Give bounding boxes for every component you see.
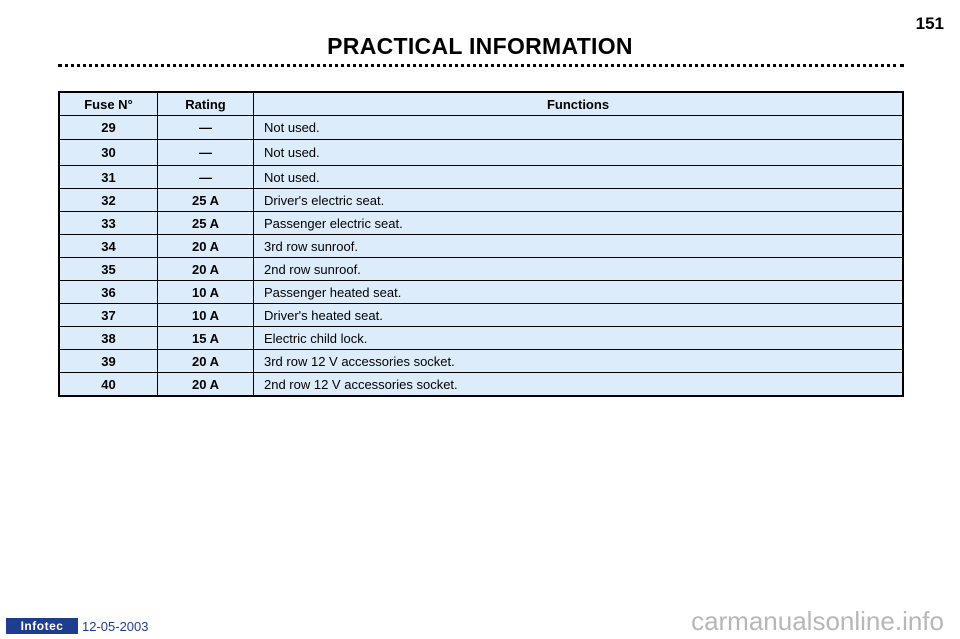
fuse-number-cell: 33 <box>60 212 158 234</box>
table-row <box>60 115 902 139</box>
table-row <box>60 139 902 165</box>
infotec-logo: Infotec <box>6 618 78 634</box>
header-fuse-number: Fuse N° <box>60 93 158 115</box>
function-cell: Not used. <box>264 169 320 185</box>
table-row <box>60 211 902 234</box>
fuse-number-cell: 36 <box>60 281 158 303</box>
page-title: PRACTICAL INFORMATION <box>327 33 633 59</box>
fuse-number-cell: 29 <box>60 116 158 139</box>
rating-cell: — <box>158 166 254 188</box>
watermark: carmanualsonline.info <box>691 606 944 636</box>
function-cell: Not used. <box>264 120 320 135</box>
table-body <box>60 115 902 395</box>
fuse-number-cell: 40 <box>60 373 158 395</box>
function-cell: Passenger heated seat. <box>264 284 402 300</box>
function-cell: Driver's electric seat. <box>264 192 385 208</box>
rating-cell: 15 A <box>158 327 254 349</box>
table-row <box>60 257 902 280</box>
fuse-number-cell: 39 <box>60 350 158 372</box>
fuse-number-cell: 31 <box>60 166 158 188</box>
table-row <box>60 234 902 257</box>
rating-cell: 10 A <box>158 304 254 326</box>
table-header-row <box>60 93 902 115</box>
function-cell: Not used. <box>264 145 320 160</box>
table-row <box>60 303 902 326</box>
table-row <box>60 349 902 372</box>
dotted-divider <box>58 64 904 67</box>
table-row <box>60 326 902 349</box>
fuse-number-cell: 34 <box>60 235 158 257</box>
function-cell: 2nd row sunroof. <box>264 261 361 277</box>
function-cell: 3rd row 12 V accessories socket. <box>264 353 455 369</box>
rating-cell: 20 A <box>158 373 254 395</box>
table-row <box>60 372 902 395</box>
fuse-number-cell: 32 <box>60 189 158 211</box>
page-number: 151 <box>915 14 944 33</box>
rating-cell: — <box>158 116 254 139</box>
header-rating: Rating <box>158 93 254 115</box>
footer-date: 12-05-2003 <box>82 619 149 634</box>
fuse-number-cell: 37 <box>60 304 158 326</box>
header-functions: Functions <box>546 96 610 112</box>
fuse-table <box>58 91 904 397</box>
rating-cell: 20 A <box>158 258 254 280</box>
function-cell: Electric child lock. <box>264 330 368 346</box>
function-cell: Driver's heated seat. <box>264 307 383 323</box>
table-row <box>60 280 902 303</box>
function-cell: 3rd row sunroof. <box>264 238 358 254</box>
fuse-number-cell: 35 <box>60 258 158 280</box>
rating-cell: 10 A <box>158 281 254 303</box>
fuse-number-cell: 30 <box>60 140 158 165</box>
fuse-number-cell: 38 <box>60 327 158 349</box>
function-cell: 2nd row 12 V accessories socket. <box>264 376 458 392</box>
rating-cell: — <box>158 140 254 165</box>
function-cell: Passenger electric seat. <box>264 215 403 231</box>
rating-cell: 25 A <box>158 212 254 234</box>
rating-cell: 25 A <box>158 189 254 211</box>
rating-cell: 20 A <box>158 235 254 257</box>
rating-cell: 20 A <box>158 350 254 372</box>
table-row <box>60 188 902 211</box>
table-row <box>60 165 902 188</box>
